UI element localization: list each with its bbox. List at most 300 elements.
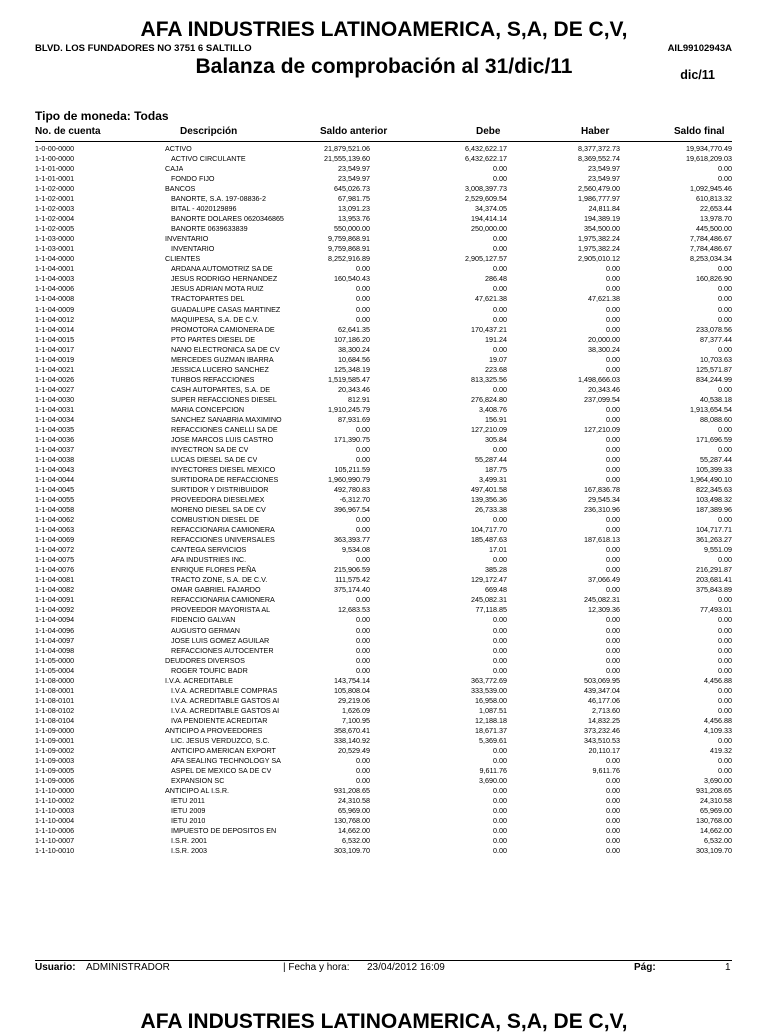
previous-balance: 38,300.24 bbox=[338, 344, 370, 354]
table-row bbox=[35, 816, 732, 826]
credit-amount: 0.00 bbox=[606, 525, 620, 535]
table-row bbox=[35, 395, 732, 405]
previous-balance: 105,211.59 bbox=[334, 465, 370, 474]
previous-balance: 9,759,868.91 bbox=[328, 234, 370, 244]
credit-amount: 0.00 bbox=[606, 515, 620, 525]
final-balance: 0.00 bbox=[718, 294, 732, 304]
account-description: I.V.A. ACREDITABLE COMPRAS bbox=[171, 685, 278, 695]
credit-amount: 2,905,010.12 bbox=[578, 254, 620, 264]
table-row bbox=[35, 666, 732, 676]
account-number: 1-1-02-0003 bbox=[35, 204, 75, 214]
account-description: ANTICIPO AMERICAN EXPORT bbox=[171, 745, 276, 755]
account-number: 1-1-09-0002 bbox=[35, 745, 75, 755]
previous-balance: 10,684.56 bbox=[338, 354, 370, 364]
final-balance: 303,109.70 bbox=[696, 846, 732, 856]
final-balance: 0.00 bbox=[718, 314, 732, 324]
report-title: Balanza de comprobación al 31/dic/11 bbox=[195, 55, 573, 78]
previous-balance: -6,312.70 bbox=[339, 495, 370, 505]
table-row bbox=[35, 676, 732, 686]
previous-balance: 1,626.09 bbox=[342, 705, 370, 715]
debit-amount: 813,325.56 bbox=[471, 374, 507, 384]
previous-balance: 0.00 bbox=[356, 424, 370, 434]
previous-balance: 0.00 bbox=[356, 625, 370, 635]
account-description: SANCHEZ SANABRIA MAXIMINO bbox=[171, 414, 282, 424]
debit-amount: 156.91 bbox=[485, 414, 507, 424]
account-number: 1-1-09-0003 bbox=[35, 755, 75, 765]
table-row bbox=[35, 294, 732, 304]
credit-amount: 8,369,552.74 bbox=[578, 154, 620, 164]
account-description: ENRIQUE FLORES PEÑA bbox=[171, 565, 257, 575]
table-row bbox=[35, 485, 732, 495]
user-value: ADMINISTRADOR bbox=[86, 962, 170, 973]
table-row bbox=[35, 405, 732, 415]
previous-balance: 20,343.46 bbox=[338, 384, 370, 394]
credit-amount: 0.00 bbox=[606, 304, 620, 314]
previous-balance: 0.00 bbox=[356, 765, 370, 775]
credit-amount: 0.00 bbox=[606, 434, 620, 444]
debit-amount: 3,499.31 bbox=[479, 475, 507, 485]
final-balance: 125,571.87 bbox=[696, 364, 732, 374]
final-balance: 13,978.70 bbox=[700, 214, 732, 224]
account-description: NANO ELECTRONICA SA DE CV bbox=[171, 344, 280, 354]
previous-balance: 0.00 bbox=[356, 645, 370, 655]
table-row bbox=[35, 144, 732, 154]
company-address: BLVD. LOS FUNDADORES NO 3751 6 SALTILLO bbox=[35, 43, 252, 54]
credit-amount: 0.00 bbox=[606, 274, 620, 284]
credit-amount: 23,549.97 bbox=[588, 164, 620, 174]
account-description: INYECTRON SA DE CV bbox=[171, 444, 249, 454]
table-row bbox=[35, 595, 732, 605]
account-description: BANORTE, S.A. 197-08836-2 bbox=[171, 194, 266, 204]
account-number: 1-1-10-0004 bbox=[35, 816, 75, 826]
account-description: BANCOS bbox=[165, 184, 196, 194]
account-number: 1-1-04-0006 bbox=[35, 284, 75, 294]
account-description: JOSE LUIS GOMEZ AGUILAR bbox=[171, 635, 270, 645]
table-row bbox=[35, 575, 732, 585]
table-row bbox=[35, 535, 732, 545]
account-description: PTO PARTES DIESEL DE bbox=[171, 334, 256, 344]
final-balance: 1,092,945.46 bbox=[690, 184, 732, 194]
account-description: ASPEL DE MEXICO SA DE CV bbox=[171, 765, 272, 775]
debit-amount: 129,172.47 bbox=[471, 575, 507, 585]
account-number: 1-1-10-0000 bbox=[35, 786, 75, 795]
table-row bbox=[35, 786, 732, 796]
debit-amount: 55,287.44 bbox=[475, 454, 507, 464]
credit-amount: 167,836.78 bbox=[584, 485, 620, 495]
account-number: 1-1-10-0003 bbox=[35, 806, 75, 816]
table-row bbox=[35, 204, 732, 214]
previous-balance: 645,026.73 bbox=[334, 184, 370, 194]
previous-balance: 160,540.43 bbox=[334, 274, 370, 284]
table-row bbox=[35, 806, 732, 816]
table-row bbox=[35, 315, 732, 325]
debit-amount: 2,905,127.57 bbox=[465, 254, 507, 264]
account-number: 1-1-04-0044 bbox=[35, 475, 75, 485]
debit-amount: 6,432,622.17 bbox=[465, 144, 507, 153]
previous-balance: 9,534.08 bbox=[342, 545, 370, 555]
debit-amount: 0.00 bbox=[493, 816, 507, 826]
final-balance: 0.00 bbox=[718, 344, 732, 354]
account-number: 1-1-04-0063 bbox=[35, 525, 75, 535]
account-number: 1-1-02-0000 bbox=[35, 184, 75, 194]
previous-balance: 111,575.42 bbox=[335, 575, 370, 585]
credit-amount: 12,309.36 bbox=[588, 605, 620, 615]
table-row bbox=[35, 365, 732, 375]
debit-amount: 0.00 bbox=[493, 234, 507, 244]
final-balance: 1,964,490.10 bbox=[690, 475, 732, 485]
table-row bbox=[35, 465, 732, 475]
final-balance: 834,244.99 bbox=[696, 374, 732, 384]
account-number: 1-1-04-0069 bbox=[35, 535, 75, 545]
account-description: OMAR GABRIEL FAJARDO bbox=[171, 585, 261, 595]
credit-amount: 0.00 bbox=[606, 414, 620, 424]
final-balance: 19,618,209.03 bbox=[686, 154, 732, 164]
previous-balance: 24,310.58 bbox=[338, 796, 370, 806]
debit-amount: 0.00 bbox=[493, 755, 507, 765]
table-row bbox=[35, 836, 732, 846]
table-row bbox=[35, 646, 732, 656]
account-description: FONDO FIJO bbox=[171, 174, 215, 184]
credit-amount: 0.00 bbox=[606, 465, 620, 474]
account-number: 1-1-04-0055 bbox=[35, 495, 75, 505]
final-balance: 103,498.32 bbox=[696, 495, 732, 505]
previous-balance: 1,960,990.79 bbox=[328, 475, 370, 485]
credit-amount: 47,621.38 bbox=[588, 294, 620, 304]
previous-balance: 931,208.65 bbox=[334, 786, 370, 795]
final-balance: 233,078.56 bbox=[696, 324, 732, 334]
final-balance: 9,551.09 bbox=[704, 545, 732, 555]
previous-balance: 303,109.70 bbox=[334, 846, 370, 856]
final-balance: 0.00 bbox=[718, 164, 732, 174]
account-number: 1-1-04-0082 bbox=[35, 585, 75, 595]
final-balance: 4,109.33 bbox=[704, 725, 732, 735]
account-description: BITAL - 4020129896 bbox=[171, 204, 237, 214]
previous-balance: 0.00 bbox=[356, 515, 370, 525]
account-description: REFACCIONES UNIVERSALES bbox=[171, 535, 275, 545]
previous-balance: 29,219.06 bbox=[338, 695, 370, 705]
account-description: JESSICA LUCERO SANCHEZ bbox=[171, 364, 269, 374]
previous-balance: 215,906.59 bbox=[334, 565, 370, 575]
account-description: I.S.R. 2001 bbox=[171, 836, 207, 846]
final-balance: 0.00 bbox=[718, 174, 732, 184]
final-balance: 187,389.96 bbox=[696, 505, 732, 515]
final-balance: 160,826.90 bbox=[696, 274, 732, 284]
previous-balance: 8,252,916.89 bbox=[328, 254, 370, 264]
final-balance: 0.00 bbox=[718, 555, 732, 565]
final-balance: 0.00 bbox=[718, 515, 732, 525]
debit-amount: 0.00 bbox=[493, 846, 507, 856]
debit-amount: 19.07 bbox=[489, 354, 507, 364]
table-row bbox=[35, 776, 732, 786]
debit-amount: 245,082.31 bbox=[471, 595, 507, 605]
table-row bbox=[35, 545, 732, 555]
table-row bbox=[35, 154, 732, 164]
col-account: No. de cuenta bbox=[35, 126, 101, 137]
account-description: PROMOTORA CAMIONERA DE bbox=[171, 324, 275, 334]
debit-amount: 139,356.36 bbox=[471, 495, 507, 505]
account-number: 1-1-04-0081 bbox=[35, 575, 75, 585]
table-row bbox=[35, 375, 732, 385]
final-balance: 0.00 bbox=[718, 625, 732, 635]
account-description: I.V.A. ACREDITABLE bbox=[165, 675, 233, 685]
credit-amount: 2,713.60 bbox=[592, 705, 620, 715]
account-description: ARDANA AUTOMOTRIZ SA DE bbox=[171, 264, 273, 274]
table-row bbox=[35, 736, 732, 746]
column-headers bbox=[35, 125, 732, 142]
final-balance: 105,399.33 bbox=[696, 465, 732, 474]
account-description: AUGUSTO GERMAN bbox=[171, 625, 240, 635]
account-number: 1-1-04-0027 bbox=[35, 384, 75, 394]
credit-amount: 0.00 bbox=[606, 645, 620, 655]
table-row bbox=[35, 626, 732, 636]
account-number: 1-1-04-0003 bbox=[35, 274, 75, 284]
account-number: 1-1-04-0058 bbox=[35, 505, 75, 515]
final-balance: 7,784,486.67 bbox=[690, 244, 732, 254]
account-number: 1-1-03-0001 bbox=[35, 244, 75, 254]
account-number: 1-1-04-0062 bbox=[35, 515, 75, 525]
credit-amount: 0.00 bbox=[606, 846, 620, 856]
debit-amount: 47,621.38 bbox=[475, 294, 507, 304]
final-balance: 0.00 bbox=[718, 615, 732, 625]
account-number: 1-1-09-0006 bbox=[35, 775, 75, 785]
previous-balance: 375,174.40 bbox=[334, 585, 370, 595]
account-number: 1-1-04-0075 bbox=[35, 555, 75, 565]
previous-balance: 87,931.69 bbox=[338, 414, 370, 424]
account-number: 1-1-04-0037 bbox=[35, 444, 75, 454]
account-description: BANORTE 0639633839 bbox=[171, 224, 248, 234]
final-balance: 0.00 bbox=[718, 655, 732, 665]
credit-amount: 46,177.06 bbox=[588, 695, 620, 705]
account-description: REFACCIONARIA CAMIONERA bbox=[171, 595, 275, 605]
credit-amount: 1,986,777.97 bbox=[578, 194, 620, 204]
debit-amount: 12,188.18 bbox=[475, 715, 507, 725]
table-row bbox=[35, 284, 732, 294]
previous-balance: 0.00 bbox=[356, 454, 370, 464]
table-row bbox=[35, 325, 732, 335]
final-balance: 0.00 bbox=[718, 444, 732, 454]
final-balance: 610,813.32 bbox=[696, 194, 732, 204]
final-balance: 171,696.59 bbox=[696, 434, 732, 444]
account-description: JOSE MARCOS LUIS CASTRO bbox=[171, 434, 274, 444]
final-balance: 104,717.71 bbox=[696, 525, 732, 535]
datetime-label: | Fecha y hora: bbox=[283, 962, 350, 973]
account-number: 1-1-04-0036 bbox=[35, 434, 75, 444]
credit-amount: 9,611.76 bbox=[592, 765, 620, 775]
account-number: 1-1-03-0000 bbox=[35, 234, 75, 244]
debit-amount: 3,690.00 bbox=[479, 775, 507, 785]
account-description: MERCEDES GUZMAN IBARRA bbox=[171, 354, 274, 364]
final-balance: 0.00 bbox=[718, 705, 732, 715]
account-description: MARIA CONCEPCION bbox=[171, 404, 245, 414]
credit-amount: 2,560,479.00 bbox=[578, 184, 620, 194]
table-row bbox=[35, 244, 732, 254]
company-name: AFA INDUSTRIES LATINOAMERICA, S,A, DE C,V, bbox=[140, 18, 628, 41]
final-balance: 0.00 bbox=[718, 424, 732, 434]
account-description: AFA INDUSTRIES INC. bbox=[171, 555, 247, 565]
account-description: SUPER REFACCIONES DIESEL bbox=[171, 394, 277, 404]
final-balance: 88,088.60 bbox=[700, 414, 732, 424]
account-number: 1-1-10-0006 bbox=[35, 826, 75, 836]
previous-balance: 0.00 bbox=[356, 665, 370, 675]
table-row bbox=[35, 194, 732, 204]
debit-amount: 194,414.14 bbox=[471, 214, 507, 224]
table-row bbox=[35, 234, 732, 244]
account-description: FIDENCIO GALVAN bbox=[171, 615, 236, 625]
account-description: INVENTARIO bbox=[165, 234, 209, 244]
previous-balance: 62,641.35 bbox=[338, 324, 370, 334]
final-balance: 0.00 bbox=[718, 384, 732, 394]
table-row bbox=[35, 355, 732, 365]
page-label: Pág: bbox=[634, 962, 656, 973]
credit-amount: 343,510.53 bbox=[584, 735, 620, 745]
debit-amount: 0.00 bbox=[493, 665, 507, 675]
credit-amount: 354,500.00 bbox=[584, 224, 620, 234]
previous-balance: 65,969.00 bbox=[338, 806, 370, 816]
credit-amount: 1,498,666.03 bbox=[578, 374, 620, 384]
report-period: dic/11 bbox=[680, 68, 715, 82]
account-description: CLIENTES bbox=[165, 254, 201, 264]
company-rfc: AIL99102943A bbox=[667, 43, 732, 54]
debit-amount: 0.00 bbox=[493, 264, 507, 274]
table-row bbox=[35, 174, 732, 184]
final-balance: 7,784,486.67 bbox=[690, 234, 732, 244]
debit-amount: 0.00 bbox=[493, 444, 507, 454]
account-description: SURTIDOR Y DISTRIBUIDOR bbox=[171, 485, 269, 495]
account-description: CANTEGA SERVICIOS bbox=[171, 545, 247, 555]
previous-balance: 12,683.53 bbox=[338, 605, 370, 615]
credit-amount: 0.00 bbox=[606, 826, 620, 836]
debit-amount: 363,772.69 bbox=[471, 675, 507, 685]
final-balance: 24,310.58 bbox=[700, 796, 732, 806]
credit-amount: 1,975,382.24 bbox=[578, 234, 620, 244]
account-description: SURTIDORA DE REFACCIONES bbox=[171, 475, 279, 485]
final-balance: 0.00 bbox=[718, 645, 732, 655]
account-number: 1-1-02-0004 bbox=[35, 214, 75, 224]
debit-amount: 16,958.00 bbox=[475, 695, 507, 705]
debit-amount: 497,401.58 bbox=[471, 485, 507, 495]
account-description: IETU 2009 bbox=[171, 806, 206, 816]
account-number: 1-1-04-0098 bbox=[35, 645, 75, 655]
table-row bbox=[35, 335, 732, 345]
table-row bbox=[35, 756, 732, 766]
account-description: I.S.R. 2003 bbox=[171, 846, 207, 856]
table-row bbox=[35, 184, 732, 194]
account-number: 1-1-04-0094 bbox=[35, 615, 75, 625]
table-row bbox=[35, 475, 732, 485]
debit-amount: 127,210.09 bbox=[471, 424, 507, 434]
credit-amount: 37,066.49 bbox=[588, 575, 620, 585]
debit-amount: 0.00 bbox=[493, 284, 507, 294]
credit-amount: 373,232.46 bbox=[584, 725, 620, 735]
account-description: MORENO DIESEL SA DE CV bbox=[171, 505, 266, 515]
previous-balance: 125,348.19 bbox=[334, 364, 370, 374]
debit-amount: 0.00 bbox=[493, 555, 507, 565]
table-row bbox=[35, 716, 732, 726]
previous-balance: 1,519,585.47 bbox=[328, 374, 370, 384]
account-number: 1-1-04-0017 bbox=[35, 344, 75, 354]
table-row bbox=[35, 445, 732, 455]
final-balance: 8,253,034.34 bbox=[690, 254, 732, 264]
account-number: 1-1-04-0031 bbox=[35, 404, 75, 414]
credit-amount: 20,000.00 bbox=[588, 334, 620, 344]
credit-amount: 0.00 bbox=[606, 354, 620, 364]
table-row bbox=[35, 826, 732, 836]
table-row bbox=[35, 435, 732, 445]
account-description: ACTIVO bbox=[165, 144, 192, 153]
previous-balance: 13,953.76 bbox=[338, 214, 370, 224]
page-number: 1 bbox=[725, 962, 731, 973]
final-balance: 10,703.63 bbox=[700, 354, 732, 364]
previous-balance: 0.00 bbox=[356, 775, 370, 785]
previous-balance: 171,390.75 bbox=[334, 434, 370, 444]
credit-amount: 0.00 bbox=[606, 314, 620, 324]
account-number: 1-1-08-0001 bbox=[35, 685, 75, 695]
credit-amount: 503,069.95 bbox=[584, 675, 620, 685]
account-number: 1-1-09-0001 bbox=[35, 735, 75, 745]
debit-amount: 0.00 bbox=[493, 615, 507, 625]
debit-amount: 3,008,397.73 bbox=[465, 184, 507, 194]
debit-amount: 5,369.61 bbox=[479, 735, 507, 745]
account-description: CASH AUTOPARTES, S.A. DE bbox=[171, 384, 271, 394]
previous-balance: 105,808.04 bbox=[334, 685, 370, 695]
debit-amount: 0.00 bbox=[493, 244, 507, 254]
previous-balance: 0.00 bbox=[356, 615, 370, 625]
credit-amount: 237,099.54 bbox=[584, 394, 620, 404]
final-balance: 22,653.44 bbox=[700, 204, 732, 214]
account-number: 1-1-04-0000 bbox=[35, 254, 75, 264]
account-description: MAQUIPESA, S.A. DE C.V. bbox=[171, 314, 259, 324]
debit-amount: 191.24 bbox=[485, 334, 507, 344]
previous-balance: 0.00 bbox=[356, 635, 370, 645]
credit-amount: 187,618.13 bbox=[584, 535, 620, 545]
table-row bbox=[35, 305, 732, 315]
debit-amount: 0.00 bbox=[493, 786, 507, 795]
previous-balance: 338,140.92 bbox=[334, 735, 370, 745]
previous-balance: 0.00 bbox=[356, 444, 370, 454]
previous-balance: 143,754.14 bbox=[334, 675, 370, 685]
table-row bbox=[35, 656, 732, 666]
final-balance: 931,208.65 bbox=[696, 786, 732, 795]
table-row bbox=[35, 495, 732, 505]
next-page-header: AFA INDUSTRIES LATINOAMERICA, S,A, DE C,V, bbox=[140, 1010, 628, 1033]
credit-amount: 20,110.17 bbox=[588, 745, 620, 755]
final-balance: 55,287.44 bbox=[700, 454, 732, 464]
user-label: Usuario: bbox=[35, 962, 76, 973]
table-row bbox=[35, 746, 732, 756]
debit-amount: 669.48 bbox=[485, 585, 507, 595]
credit-amount: 0.00 bbox=[606, 635, 620, 645]
debit-amount: 26,733.38 bbox=[475, 505, 507, 515]
account-description: EXPANSION SC bbox=[171, 775, 225, 785]
final-balance: 0.00 bbox=[718, 595, 732, 605]
debit-amount: 305.84 bbox=[485, 434, 507, 444]
account-number: 1-1-08-0104 bbox=[35, 715, 75, 725]
credit-amount: 23,549.97 bbox=[588, 174, 620, 184]
account-number: 1-1-04-0014 bbox=[35, 324, 75, 334]
final-balance: 822,345.63 bbox=[696, 485, 732, 495]
account-number: 1-1-04-0035 bbox=[35, 424, 75, 434]
credit-amount: 194,389.19 bbox=[584, 214, 620, 224]
previous-balance: 14,662.00 bbox=[338, 826, 370, 836]
account-description: BANORTE DOLARES 0620346865 bbox=[171, 214, 284, 224]
account-number: 1-1-05-0004 bbox=[35, 665, 75, 675]
account-description: ANTICIPO A PROVEEDORES bbox=[165, 725, 263, 735]
account-number: 1-1-04-0019 bbox=[35, 354, 75, 364]
previous-balance: 396,967.54 bbox=[334, 505, 370, 515]
previous-balance: 0.00 bbox=[356, 264, 370, 274]
credit-amount: 0.00 bbox=[606, 796, 620, 806]
account-number: 1-1-04-0009 bbox=[35, 304, 75, 314]
